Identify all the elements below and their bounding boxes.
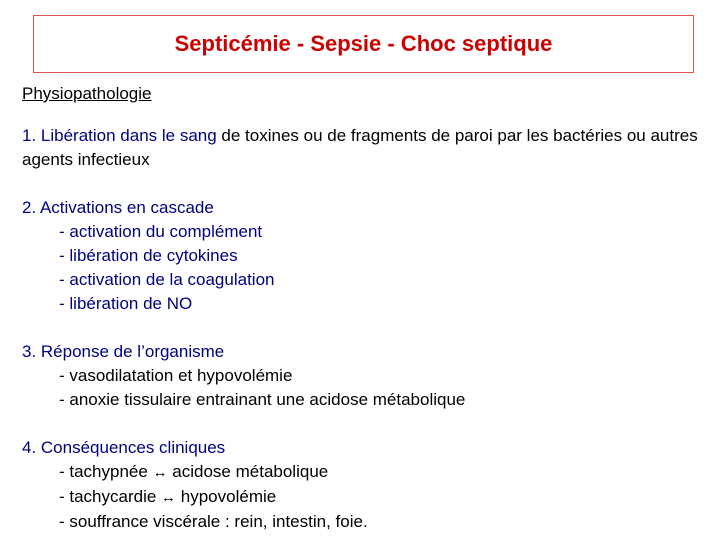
sub-item-left: - tachycardie bbox=[59, 487, 162, 506]
sub-item: - activation du complément bbox=[59, 222, 263, 241]
bidirectional-arrow-icon: ↔ bbox=[161, 489, 177, 506]
sub-item-right: hypovolémie bbox=[176, 487, 277, 506]
title-box bbox=[33, 15, 694, 73]
bidirectional-arrow-icon: ↔ bbox=[152, 464, 168, 481]
item-title bbox=[22, 124, 702, 172]
sub-item: - libération de NO bbox=[59, 294, 193, 313]
sub-item: - vasodilatation et hypovolémie bbox=[59, 366, 293, 385]
item-reponse bbox=[22, 340, 702, 412]
sub-item: - activation de la coagulation bbox=[59, 270, 275, 289]
item-liberation bbox=[22, 124, 702, 172]
item-title: 2. Activations en cascade bbox=[22, 198, 214, 217]
item-title-part1: 1. Libération dans le sang bbox=[22, 126, 217, 145]
page-title: Septicémie - Sepsie - Choc septique bbox=[174, 31, 553, 56]
item-consequences bbox=[22, 436, 702, 534]
sub-item bbox=[22, 460, 702, 485]
sub-item: - libération de cytokines bbox=[59, 246, 238, 265]
item-activations bbox=[22, 196, 702, 316]
sub-item: - anoxie tissulaire entrainant une acidose métabolique bbox=[59, 390, 466, 409]
item-title: 3. Réponse de l’organisme bbox=[22, 342, 225, 361]
item-title-part2: de toxines ou de fragments de paroi par les bactéries ou autres agents infectieux bbox=[22, 126, 698, 169]
content-body bbox=[22, 124, 702, 534]
sub-item-right: acidose métabolique bbox=[167, 462, 329, 481]
sub-item: - souffrance viscérale : rein, intestin, foie. bbox=[59, 512, 368, 531]
section-heading: Physiopathologie bbox=[22, 84, 152, 103]
sub-item-left: - tachypnée bbox=[59, 462, 153, 481]
item-title: 4. Conséquences cliniques bbox=[22, 438, 226, 457]
sub-item bbox=[22, 485, 702, 510]
